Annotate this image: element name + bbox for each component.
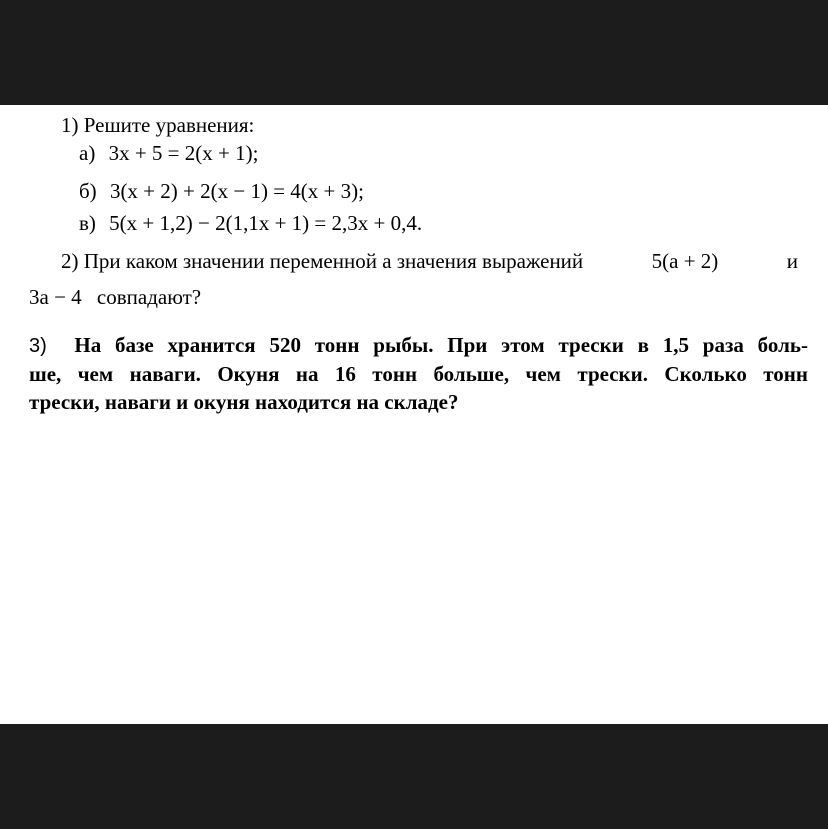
item-marker: а) bbox=[79, 141, 96, 165]
task-1-title: 1) Решите уравнения: bbox=[61, 113, 255, 137]
equation-c: 5(x + 1,2) − 2(1,1x + 1) = 2,3x + 0,4. bbox=[109, 211, 423, 235]
task-3-text-1: На базе хранится 520 тонн рыбы. При этом трески в 1,5 раза боль- bbox=[74, 333, 809, 357]
task-2-expression-1: 5(a + 2) bbox=[651, 249, 719, 273]
task-3-line-3: трески, наваги и окуня находится на складе? bbox=[29, 390, 459, 414]
task-2-expression-2: 3a − 4 bbox=[29, 285, 82, 309]
document-page bbox=[0, 105, 828, 724]
task-1-item-c bbox=[79, 211, 422, 236]
task-2-question: 2) При каком значении переменной a значения выражений bbox=[61, 249, 584, 273]
equation-a: 3x + 5 = 2(x + 1); bbox=[108, 141, 259, 165]
task-3-line-1 bbox=[29, 331, 808, 360]
task-1-item-b bbox=[79, 179, 364, 204]
task-3-paragraph bbox=[29, 331, 808, 416]
task-2-question-end: совпадают? bbox=[96, 285, 202, 309]
task-2-line-2 bbox=[29, 285, 201, 310]
item-marker: б) bbox=[79, 179, 97, 203]
equation-b: 3(x + 2) + 2(x − 1) = 4(x + 3); bbox=[109, 179, 364, 203]
task-3-line-2: ше, чем наваги. Окуня на 16 тонн больше, чем трески. Сколько тонн bbox=[29, 362, 808, 386]
item-marker: в) bbox=[79, 211, 96, 235]
task-2-conjunction: и bbox=[786, 249, 798, 273]
task-3-number: 3) bbox=[29, 335, 47, 357]
task-2-line-1 bbox=[61, 249, 798, 274]
task-1-item-a bbox=[79, 141, 258, 166]
